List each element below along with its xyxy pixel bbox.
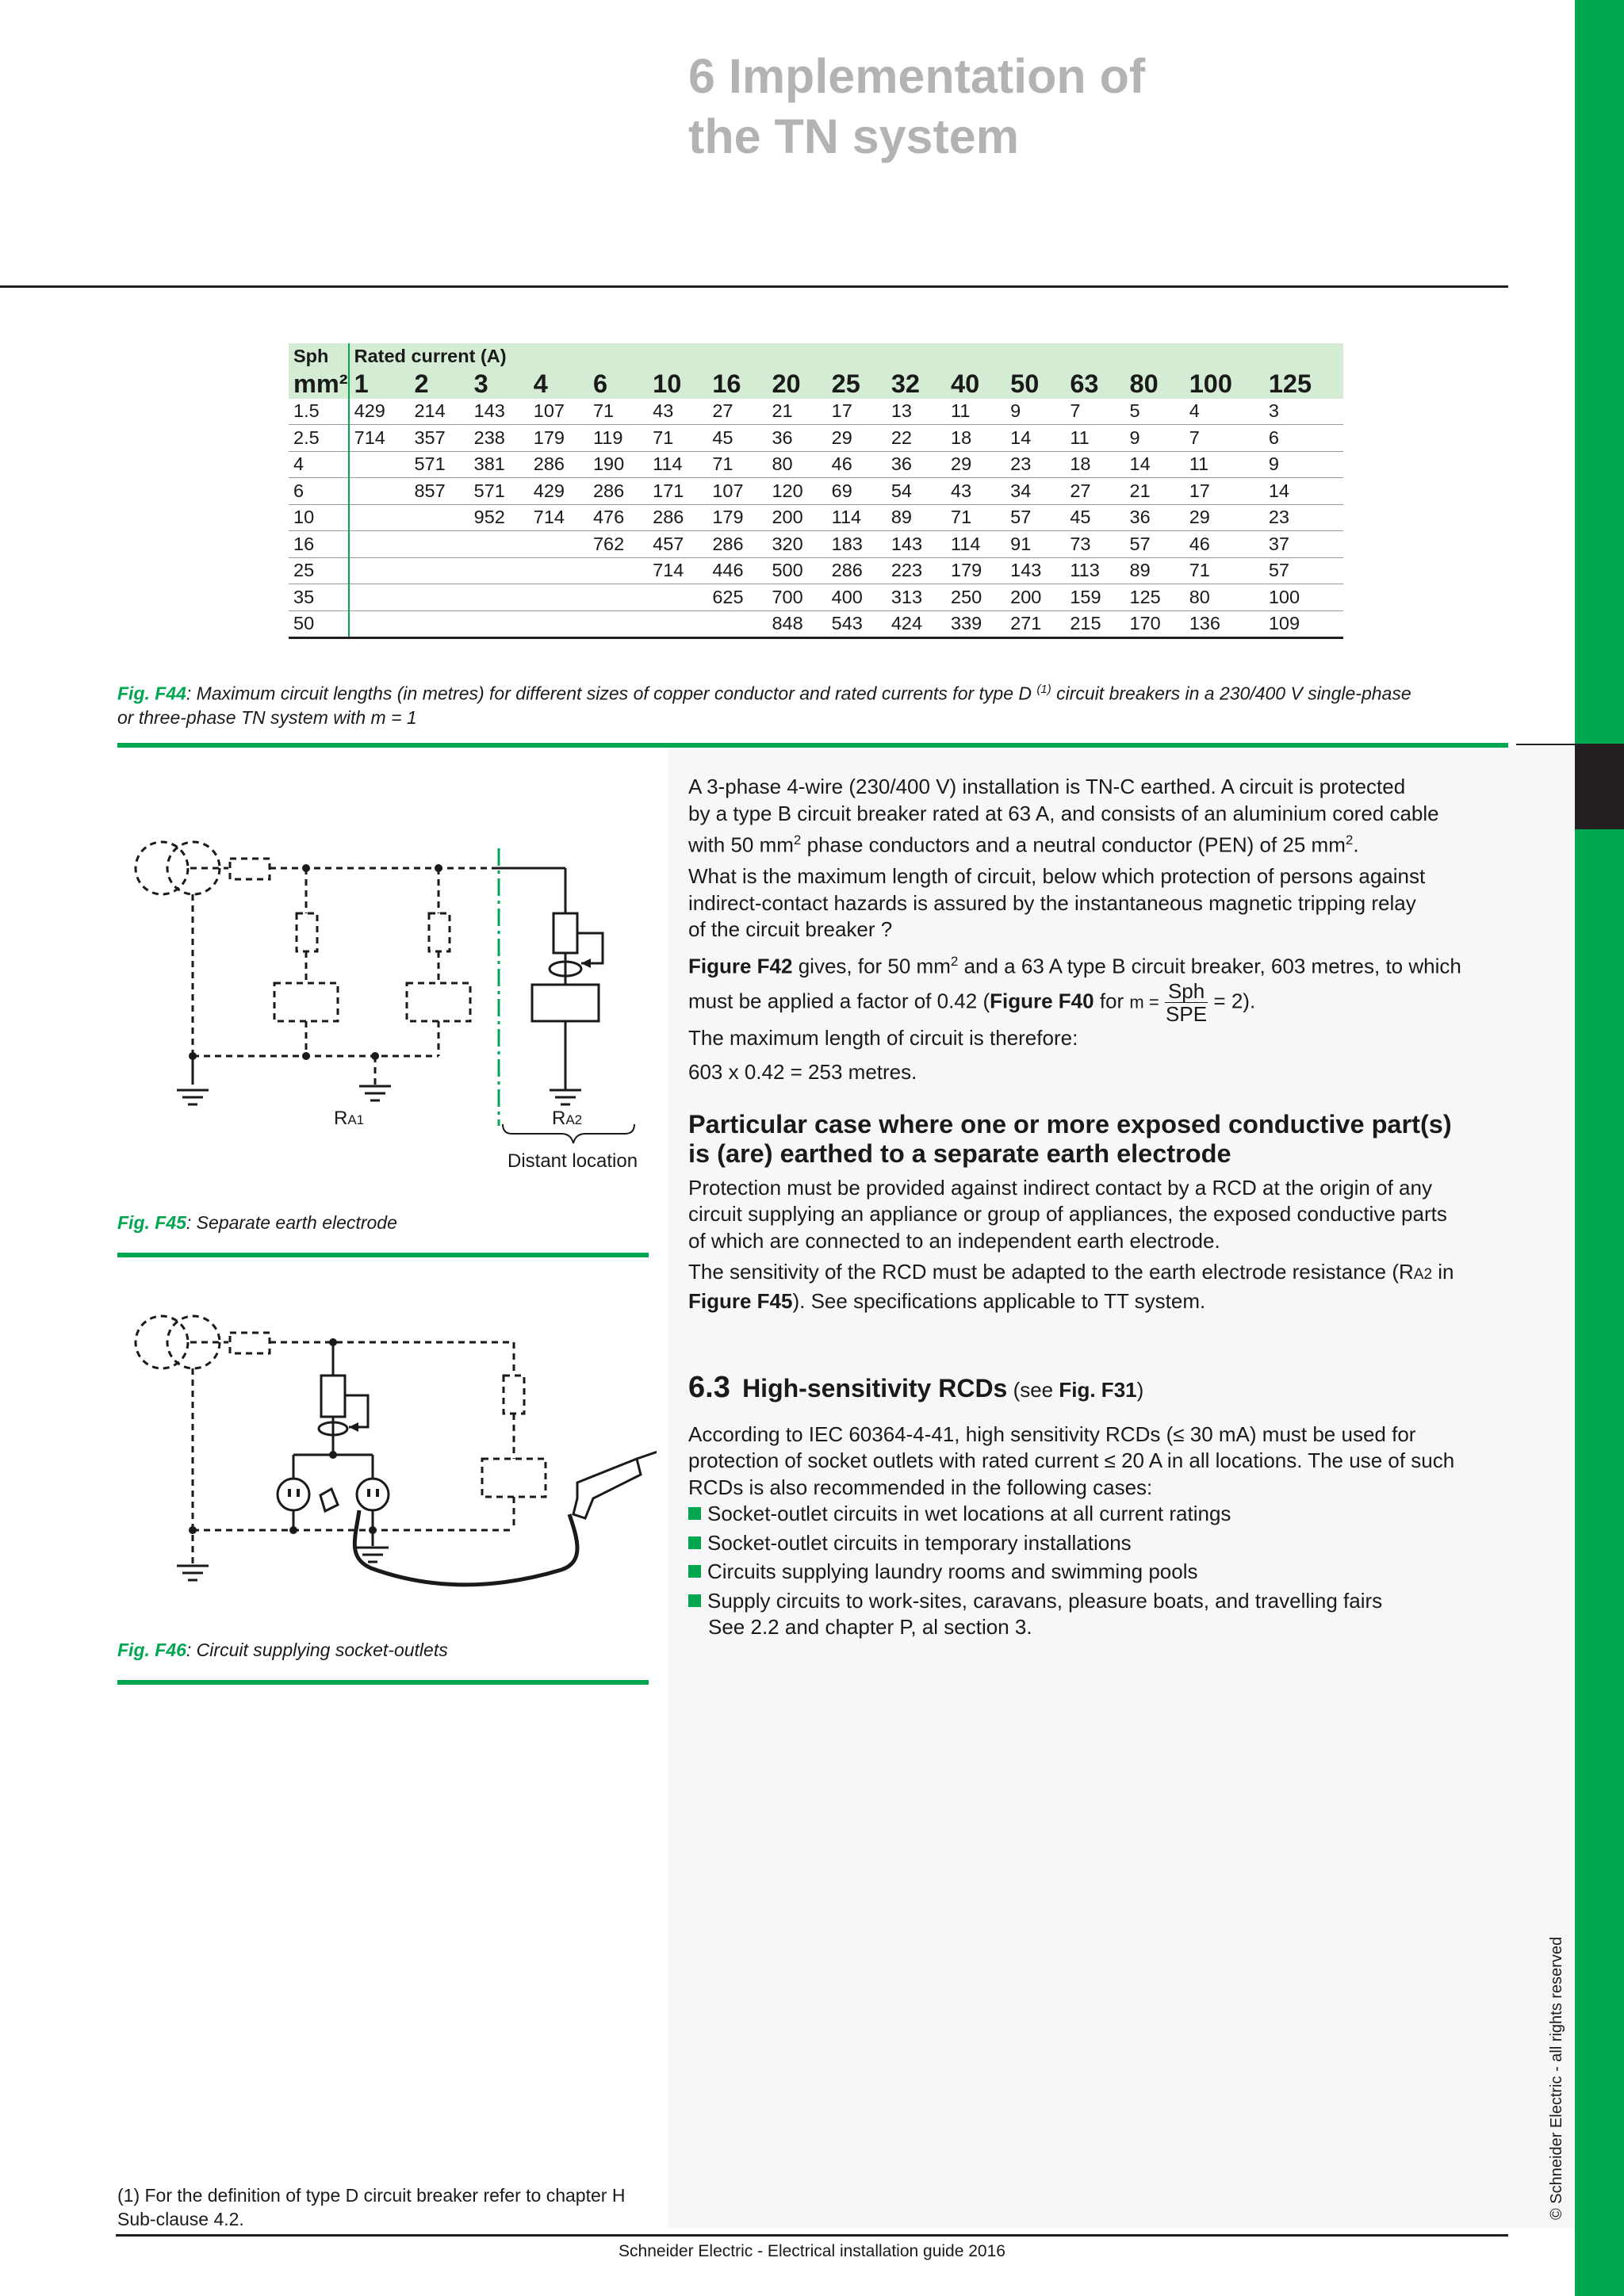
table-cell: 183 xyxy=(827,531,887,558)
table-cell: 107 xyxy=(529,399,588,425)
footnote-line2: Sub-clause 4.2. xyxy=(117,2209,244,2229)
table-cell xyxy=(588,557,648,584)
table-cell: 114 xyxy=(648,451,707,478)
table-cell: 29 xyxy=(827,425,887,452)
row-header-cell: 50 xyxy=(289,610,349,638)
table-cell xyxy=(588,584,648,611)
table-cell: 80 xyxy=(1185,584,1264,611)
heading-particular-case xyxy=(688,1110,1513,1169)
table-cell: 286 xyxy=(827,557,887,584)
table-cell: 714 xyxy=(529,504,588,531)
table-cell: 143 xyxy=(469,399,529,425)
p2-line-b: indirect-contact hazards is assured by the instantaneous magnetic tripping relay xyxy=(688,890,1416,915)
fraction-suffix: = 2). xyxy=(1208,989,1256,1013)
table-header-row-2 xyxy=(289,369,1343,399)
table-cell: 27 xyxy=(1065,478,1124,505)
table-cell: 13 xyxy=(887,399,946,425)
heading-6-3-number: 6.3 xyxy=(688,1371,730,1405)
table-cell: 571 xyxy=(469,478,529,505)
table-cell xyxy=(469,610,529,638)
table-cell: 179 xyxy=(707,504,767,531)
table-row xyxy=(289,425,1343,452)
table-cell: 714 xyxy=(349,425,410,452)
table-cell: 223 xyxy=(887,557,946,584)
fraction-denominator: SPE xyxy=(1166,1001,1208,1026)
table-cell xyxy=(349,451,410,478)
table-cell: 6 xyxy=(588,369,648,399)
table-cell xyxy=(588,610,648,638)
bullet-text: Socket-outlet circuits in wet locations at all current ratings xyxy=(707,1502,1231,1526)
p6-line-c: of which are connected to an independent earth electrode. xyxy=(688,1228,1220,1253)
table-cell: 14 xyxy=(1005,425,1065,452)
table-cell: 320 xyxy=(767,531,826,558)
bullet-item xyxy=(688,1559,1513,1586)
fig45-text: : Separate earth electrode xyxy=(186,1212,397,1233)
table-cell: 69 xyxy=(827,478,887,505)
table-cell: 21 xyxy=(767,399,826,425)
table-cell: 57 xyxy=(1005,504,1065,531)
table-cell: 107 xyxy=(707,478,767,505)
heading-6-3-see: (see xyxy=(1007,1378,1059,1402)
figure-f40-ref: Figure F40 xyxy=(990,989,1094,1013)
table-cell: 45 xyxy=(707,425,767,452)
table-cell xyxy=(469,531,529,558)
table-cell xyxy=(469,584,529,611)
table-cell: 286 xyxy=(707,531,767,558)
table-cell: 71 xyxy=(588,399,648,425)
p1-sup-2: 2 xyxy=(1345,832,1354,848)
bullet-text: Socket-outlet circuits in temporary installations xyxy=(707,1530,1132,1555)
table-cell: 238 xyxy=(469,425,529,452)
table-cell: 25 xyxy=(827,369,887,399)
table-cell: 286 xyxy=(648,504,707,531)
table-cell: 446 xyxy=(707,557,767,584)
table-cell: 286 xyxy=(529,451,588,478)
table-cell: 339 xyxy=(946,610,1005,638)
table-cell xyxy=(349,584,410,611)
table-row xyxy=(289,531,1343,558)
table-cell: 400 xyxy=(827,584,887,611)
table-cell: 50 xyxy=(1005,369,1065,399)
table-cell: 18 xyxy=(946,425,1005,452)
table-cell: 6 xyxy=(1264,425,1343,452)
table-cell: 89 xyxy=(1125,557,1185,584)
table-cell: 457 xyxy=(648,531,707,558)
table-row xyxy=(289,451,1343,478)
fig44-text-c: or three-phase TN system with m = 1 xyxy=(117,706,417,728)
table-cell: 179 xyxy=(946,557,1005,584)
table-cell: 848 xyxy=(767,610,826,638)
p6-line-a: Protection must be provided against indirect contact by a RCD at the origin of any xyxy=(688,1175,1432,1200)
table-cell: 571 xyxy=(409,451,469,478)
table-cell xyxy=(349,531,410,558)
body-text xyxy=(688,774,1513,1641)
table-cell xyxy=(707,610,767,638)
table-cell: 762 xyxy=(588,531,648,558)
footer-text: Schneider Electric - Electrical installation guide 2016 xyxy=(619,2242,1005,2260)
fig46-green-rule xyxy=(117,1680,649,1685)
table-row xyxy=(289,399,1343,425)
p2-line-a: What is the maximum length of circuit, below which protection of persons against xyxy=(688,864,1426,889)
table-cell: 109 xyxy=(1264,610,1343,638)
row-header-cell: 1.5 xyxy=(289,399,349,425)
p3-text-b: and a 63 A type B circuit breaker, 603 metres, to which xyxy=(958,954,1461,978)
table-cell: 2 xyxy=(409,369,469,399)
bullet-continuation: See 2.2 and chapter P, al section 3. xyxy=(708,1615,1032,1640)
table-cell: 200 xyxy=(767,504,826,531)
table-cell: 170 xyxy=(1125,610,1185,638)
heading-6-3 xyxy=(688,1371,1513,1405)
table-cell: 143 xyxy=(1005,557,1065,584)
table-cell: 3 xyxy=(469,369,529,399)
table-cell: 429 xyxy=(529,478,588,505)
table-cell: 14 xyxy=(1264,478,1343,505)
table-cell xyxy=(648,584,707,611)
bullet-item xyxy=(688,1588,1513,1615)
table-cell: 89 xyxy=(887,504,946,531)
table-row xyxy=(289,557,1343,584)
table-cell: 313 xyxy=(887,584,946,611)
p7-text-a: The sensitivity of the RCD must be adapted to the earth electrode resistance ( xyxy=(688,1260,1400,1284)
p7-text-b: in xyxy=(1432,1260,1454,1284)
row-header-cell: 6 xyxy=(289,478,349,505)
table-cell: 18 xyxy=(1065,451,1124,478)
p1-line-b: by a type B circuit breaker rated at 63 A, and consists of an aluminium cored cable xyxy=(688,801,1439,825)
table-cell: 5 xyxy=(1125,399,1185,425)
table-cell: 36 xyxy=(1125,504,1185,531)
row-header-cell: 25 xyxy=(289,557,349,584)
footnote xyxy=(117,2183,625,2231)
row-header-cell: mm² xyxy=(289,369,349,399)
p3-sup: 2 xyxy=(950,953,959,969)
p8-line-b: protection of socket outlets with rated current ≤ 20 A in all locations. The use of such xyxy=(688,1448,1455,1473)
fig44-text: : Maximum circuit lengths (in metres) for different sizes of copper conductor and rated currents for type D xyxy=(186,683,1037,704)
fig44-text-b: circuit breakers in a 230/400 V single-phase xyxy=(1051,683,1411,704)
figure-f45-ref: Figure F45 xyxy=(688,1288,793,1313)
row-header-cell: 10 xyxy=(289,504,349,531)
row-header-cell: 16 xyxy=(289,531,349,558)
table-cell: 857 xyxy=(409,478,469,505)
table-cell: 215 xyxy=(1065,610,1124,638)
bullet-text: Supply circuits to work-sites, caravans, pleasure boats, and travelling fairs xyxy=(707,1588,1383,1613)
table-cell: 71 xyxy=(1185,557,1264,584)
heading-particular-line1: Particular case where one or more exposed conductive part(s) xyxy=(688,1109,1452,1138)
footnote-line1: (1) For the definition of type D circuit breaker refer to chapter H xyxy=(117,2185,626,2206)
bullet-square-icon xyxy=(688,1536,701,1549)
table-cell: 23 xyxy=(1005,451,1065,478)
heading-6-3-close: ) xyxy=(1136,1378,1144,1402)
p1-sup-1: 2 xyxy=(793,832,802,848)
table-cell: 200 xyxy=(1005,584,1065,611)
table-cell: 143 xyxy=(887,531,946,558)
heading-6-3-title: High-sensitivity RCDs xyxy=(742,1374,1008,1403)
table-cell xyxy=(529,610,588,638)
table-cell: 476 xyxy=(588,504,648,531)
bullet-square-icon xyxy=(688,1565,701,1578)
p4-text: The maximum length of circuit is therefore: xyxy=(688,1025,1078,1050)
table-cell: 3 xyxy=(1264,399,1343,425)
bullet-list xyxy=(688,1501,1513,1641)
fig46-label: Fig. F46 xyxy=(117,1640,186,1660)
distant-location-label: Distant location xyxy=(508,1150,638,1172)
table-cell xyxy=(409,531,469,558)
p3-text-c: must be applied a factor of 0.42 ( xyxy=(688,989,990,1013)
bullet-square-icon xyxy=(688,1507,701,1520)
table-row xyxy=(289,478,1343,505)
table-cell: 23 xyxy=(1264,504,1343,531)
table-cell: 7 xyxy=(1065,399,1124,425)
fig45-green-rule xyxy=(117,1253,649,1257)
table-cell: 36 xyxy=(887,451,946,478)
table-cell: 286 xyxy=(588,478,648,505)
table-cell: 100 xyxy=(1185,369,1264,399)
figure-f42-ref: Figure F42 xyxy=(688,954,793,978)
table-cell xyxy=(409,610,469,638)
row-header-cell: 35 xyxy=(289,584,349,611)
table-cell: 80 xyxy=(1125,369,1185,399)
table-cell: 120 xyxy=(767,478,826,505)
table-cell: 250 xyxy=(946,584,1005,611)
paragraph-1 xyxy=(688,774,1513,859)
table-cell: 32 xyxy=(887,369,946,399)
table-cell: 543 xyxy=(827,610,887,638)
table-cell: 125 xyxy=(1125,584,1185,611)
fraction-prefix: m = xyxy=(1129,992,1159,1012)
table-cell: 36 xyxy=(767,425,826,452)
fig44-caption xyxy=(117,678,1513,729)
table-cell: 424 xyxy=(887,610,946,638)
table-cell: 71 xyxy=(707,451,767,478)
bullet-square-icon xyxy=(688,1594,701,1607)
paragraph-3 xyxy=(688,948,1513,1052)
paragraph-7: The sensitivity of the RCD must be adapted to the earth electrode resistance (RA2 in Figure F45). See specifications applicable to TT system. xyxy=(688,1260,1454,1313)
table-cell: 357 xyxy=(409,425,469,452)
table-cell: 11 xyxy=(946,399,1005,425)
table-row xyxy=(289,584,1343,611)
table-cell xyxy=(349,557,410,584)
table-cell: 91 xyxy=(1005,531,1065,558)
p1-line-c3: . xyxy=(1353,832,1359,857)
p3-text-a: gives, for 50 mm xyxy=(792,954,951,978)
table-cell: 381 xyxy=(469,451,529,478)
table-cell: 136 xyxy=(1185,610,1264,638)
table-cell: 4 xyxy=(1185,399,1264,425)
table-cell: 100 xyxy=(1264,584,1343,611)
table-cell: 714 xyxy=(648,557,707,584)
p6-line-b: circuit supplying an appliance or group of appliances, the exposed conductive parts xyxy=(688,1202,1447,1226)
table-cell xyxy=(529,584,588,611)
paragraph-8 xyxy=(688,1422,1513,1502)
table-cell xyxy=(349,610,410,638)
table-cell: 271 xyxy=(1005,610,1065,638)
row-header-cell: 2.5 xyxy=(289,425,349,452)
table-cell: 113 xyxy=(1065,557,1124,584)
ra2-label: RA2 xyxy=(552,1108,583,1129)
table-cell: 4 xyxy=(529,369,588,399)
table-cell: 29 xyxy=(946,451,1005,478)
p1-line-a: A 3-phase 4-wire (230/400 V) installation is TN-C earthed. A circuit is protected xyxy=(688,775,1406,798)
table-cell: 71 xyxy=(946,504,1005,531)
table-cell: 16 xyxy=(707,369,767,399)
paragraph-2 xyxy=(688,863,1513,943)
fig45-diagram xyxy=(117,825,657,1173)
page-title-line2: the TN system xyxy=(688,109,1019,163)
table-cell: 9 xyxy=(1264,451,1343,478)
heading-6-3-fig: Fig. F31 xyxy=(1059,1378,1137,1402)
table-cell: 63 xyxy=(1065,369,1124,399)
table-cell: 80 xyxy=(767,451,826,478)
p3-text-d: for xyxy=(1094,989,1130,1013)
paragraph-5: 603 x 0.42 = 253 metres. xyxy=(688,1060,917,1085)
table-cell xyxy=(409,584,469,611)
page-title-line1: 6 Implementation of xyxy=(688,49,1146,103)
table-cell: 46 xyxy=(1185,531,1264,558)
p1-line-c1: with 50 mm xyxy=(688,832,794,857)
table-cell: 114 xyxy=(946,531,1005,558)
p1-line-c2: phase conductors and a neutral conductor (PEN) of 25 mm xyxy=(801,832,1346,857)
p8-line-a: According to IEC 60364-4-41, high sensitivity RCDs (≤ 30 mA) must be used for xyxy=(688,1422,1416,1446)
table-cell: 9 xyxy=(1005,399,1065,425)
sph-spe-fraction xyxy=(1165,980,1208,1025)
table-cell: 45 xyxy=(1065,504,1124,531)
paragraph-6 xyxy=(688,1175,1513,1255)
fig45-caption xyxy=(117,1211,397,1234)
table-cell: 9 xyxy=(1125,425,1185,452)
table-cell: 952 xyxy=(469,504,529,531)
bullet-text: Circuits supplying laundry rooms and swimming pools xyxy=(707,1559,1198,1584)
table-cell xyxy=(648,610,707,638)
p8-line-c: RCDs is also recommended in the following cases: xyxy=(688,1475,1153,1499)
fig44-label: Fig. F44 xyxy=(117,683,186,704)
fig44-green-rule xyxy=(117,743,1508,748)
table-cell xyxy=(349,504,410,531)
header-cell-sph: Sph xyxy=(289,343,349,369)
table-cell: 46 xyxy=(827,451,887,478)
transformer-winding-1 xyxy=(136,842,188,894)
table-cell: 171 xyxy=(648,478,707,505)
row-header-cell: 4 xyxy=(289,451,349,478)
table-cell xyxy=(409,504,469,531)
table-cell: 29 xyxy=(1185,504,1264,531)
table-cell: 625 xyxy=(707,584,767,611)
bullet-item xyxy=(688,1501,1513,1528)
bullet-item xyxy=(688,1530,1513,1557)
footer-rule xyxy=(116,2234,1508,2237)
table-cell: 22 xyxy=(887,425,946,452)
ra1-label: RA1 xyxy=(334,1108,365,1129)
table-cell: 73 xyxy=(1065,531,1124,558)
table-cell: 40 xyxy=(946,369,1005,399)
table-cell: 37 xyxy=(1264,531,1343,558)
table-cell: 500 xyxy=(767,557,826,584)
table-cell: 21 xyxy=(1125,478,1185,505)
table-cell xyxy=(349,478,410,505)
table-cell: 1 xyxy=(349,369,410,399)
table-cell: 125 xyxy=(1264,369,1343,399)
fig46-caption xyxy=(117,1638,448,1662)
table-cell: 214 xyxy=(409,399,469,425)
fraction-numerator: Sph xyxy=(1165,980,1208,1003)
fig45-label: Fig. F45 xyxy=(117,1212,186,1233)
table-cell: 119 xyxy=(588,425,648,452)
table-cell: 17 xyxy=(827,399,887,425)
fig44-sup: (1) xyxy=(1036,683,1051,696)
table-cell xyxy=(469,557,529,584)
table-cell: 114 xyxy=(827,504,887,531)
table-cell: 43 xyxy=(946,478,1005,505)
table-cell: 11 xyxy=(1065,425,1124,452)
copyright-notice: © Schneider Electric - all rights reserved xyxy=(1548,1936,1565,2220)
table-cell: 17 xyxy=(1185,478,1264,505)
header-rule xyxy=(0,285,1508,288)
heading-particular-line2: is (are) earthed to a separate earth electrode xyxy=(688,1138,1231,1168)
table-cell: 34 xyxy=(1005,478,1065,505)
table-cell xyxy=(529,531,588,558)
table-row xyxy=(289,610,1343,638)
max-length-table xyxy=(289,343,1343,639)
table-cell: 190 xyxy=(588,451,648,478)
right-green-bar xyxy=(1575,0,1624,2296)
table-cell: 57 xyxy=(1125,531,1185,558)
table-cell: 43 xyxy=(648,399,707,425)
table-cell xyxy=(409,557,469,584)
page-title xyxy=(688,46,1145,166)
table-cell xyxy=(529,557,588,584)
table-cell: 700 xyxy=(767,584,826,611)
fig46-text: : Circuit supplying socket-outlets xyxy=(186,1640,448,1660)
table-cell: 71 xyxy=(648,425,707,452)
table-cell: 20 xyxy=(767,369,826,399)
table-cell: 14 xyxy=(1125,451,1185,478)
table-cell: 27 xyxy=(707,399,767,425)
table-cell: 7 xyxy=(1185,425,1264,452)
header-cell-rated-current: Rated current (A) xyxy=(349,343,1343,369)
table-cell: 57 xyxy=(1264,557,1343,584)
table-cell: 159 xyxy=(1065,584,1124,611)
table-cell: 429 xyxy=(349,399,410,425)
fig46-diagram xyxy=(117,1300,657,1601)
table-cell: 11 xyxy=(1185,451,1264,478)
table-cell: 179 xyxy=(529,425,588,452)
p2-line-c: of the circuit breaker ? xyxy=(688,917,893,942)
p7-text-c: ). See specifications applicable to TT system. xyxy=(792,1288,1206,1313)
table-row xyxy=(289,504,1343,531)
table-header-row-1 xyxy=(289,343,1343,369)
table-cell: 10 xyxy=(648,369,707,399)
table-cell: 54 xyxy=(887,478,946,505)
p7-ra2-sub: A2 xyxy=(1413,1266,1433,1284)
